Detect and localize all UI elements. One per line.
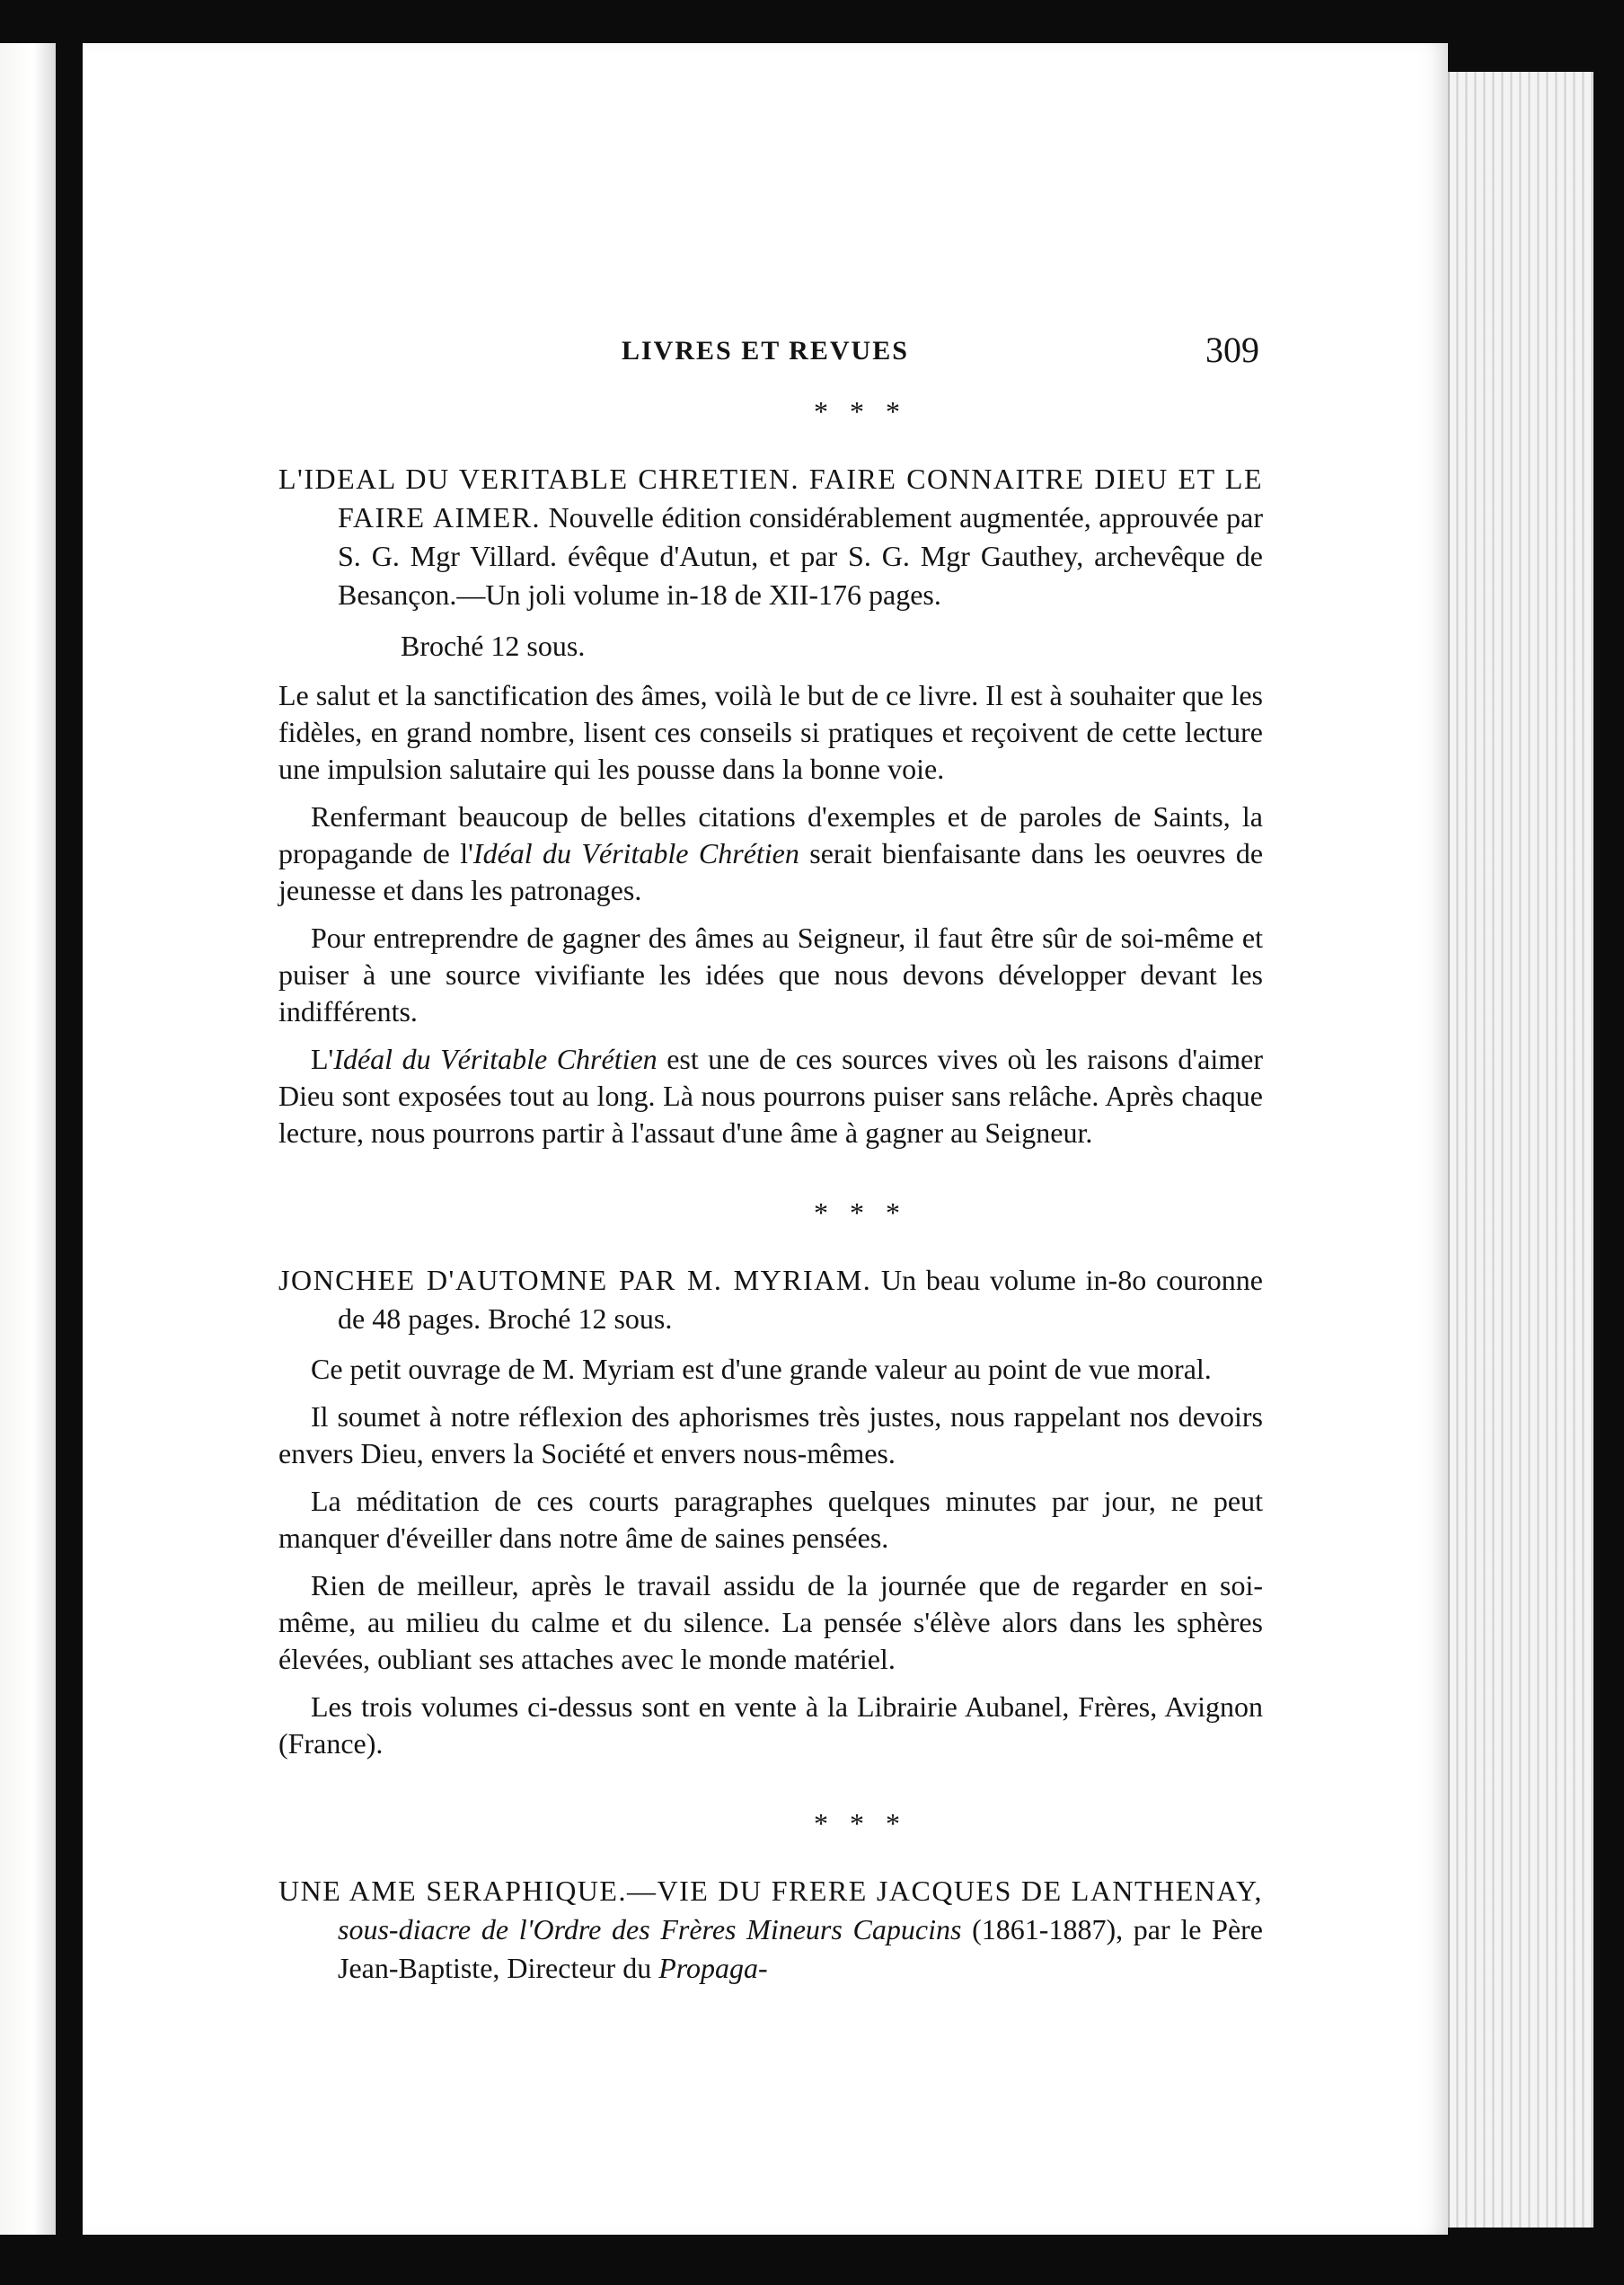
book-description: Un beau volume in-8o couronne de 48 pages. Broché 12 sous. [338,1264,1264,1335]
facing-page-edge [0,43,56,2235]
book-title: JONCHEE D'AUTOMNE PAR M. MYRIAM. [278,1264,872,1296]
book-entry-heading [278,460,1263,614]
review-paragraph: Le salut et la sanctification des âmes, voilà le but de ce livre. Il est à souhaiter que les fidèles, en grand nombre, lisent ces conseils si pratiques et reçoivent de cette lecture une impulsion salutaire qui les pousse dans la bonne voie. [278,679,1263,785]
book-page [83,43,1448,2235]
review-text: serait bienfaisante dans les oeuvres de jeunesse et dans les patronages. [278,837,1264,906]
book-description-italic: Propaga- [658,1952,768,1984]
book-title-reference: Idéal du Véritable Chrétien [333,1043,658,1075]
page-block-edges [1448,72,1593,2228]
review-paragraph: Les trois volumes ci-dessus sont en vente à la Librairie Aubanel, Frères, Avignon (France). [278,1690,1263,1760]
book-title-reference: Idéal du Véritable Chrétien [472,837,799,869]
book-price: Broché 12 sous. [401,630,586,662]
review-text: L' [311,1043,334,1075]
review-paragraph: Il soumet à notre réflexion des aphorismes très justes, nous rappelant nos devoirs envers Dieu, envers la Société et envers nous-mêmes. [278,1400,1263,1469]
review-paragraph: Pour entreprendre de gagner des âmes au Seigneur, il faut être sûr de soi-même et puiser à une source vivifiante les idées que nous devons développer devant les indifférents. [278,922,1263,1028]
review-paragraph [278,1041,1263,1151]
review-paragraph: Rien de meilleur, après le travail assidu de la journée que de regarder en soi-même, au milieu du calme et du silence. La pensée s'élève alors dans les sphères élevées, oubliant ses attaches avec le monde matériel. [278,1569,1263,1675]
book-title: UNE AME SERAPHIQUE.—VIE DU FRERE JACQUES DE LANTHENAY, [278,1875,1263,1907]
book-entry-heading [278,1261,1263,1338]
review-paragraph: Ce petit ouvrage de M. Myriam est d'une grande valeur au point de vue moral. [311,1353,1212,1385]
review-text: est une de ces sources vives où les raisons d'aimer Dieu sont exposées tout au long. Là nous pourrons puiser sans relâche. Après chaque lecture, nous pourrons partir à l'assaut d'une âme à gagner au Seigneur. [278,1043,1264,1149]
review-paragraph [278,798,1263,909]
review-text: Renfermant beaucoup de belles citations d'exemples et de paroles de Saints, la propagande de l' [278,800,1263,869]
section-separator: * * * [814,1196,907,1229]
section-separator: * * * [814,1807,907,1839]
book-description: Nouvelle édition considérablement augmentée, approuvée par S. G. Mgr Villard. évêque d'Autun, et par S. G. Mgr Gauthey, archevêque de Besançon.—Un joli volume in-18 de XII-176 pages. [338,501,1264,611]
page-content [278,393,1263,2000]
section-separator: * * * [814,395,907,428]
book-entry-heading [278,1872,1263,1988]
book-description: (1861-1887), par le Père Jean-Baptiste, Directeur du [338,1913,1264,1984]
page-number: 309 [1205,330,1259,370]
book-description-italic: sous-diacre de l'Ordre des Frères Mineurs Capucins [338,1913,962,1945]
running-title: LIVRES ET REVUES [622,336,909,366]
book-title: L'IDEAL DU VERITABLE CHRETIEN. FAIRE CONNAITRE DIEU ET LE FAIRE AIMER. [278,463,1263,534]
review-paragraph: La méditation de ces courts paragraphes quelques minutes par jour, ne peut manquer d'éveiller dans notre âme de saines pensées. [278,1485,1263,1554]
